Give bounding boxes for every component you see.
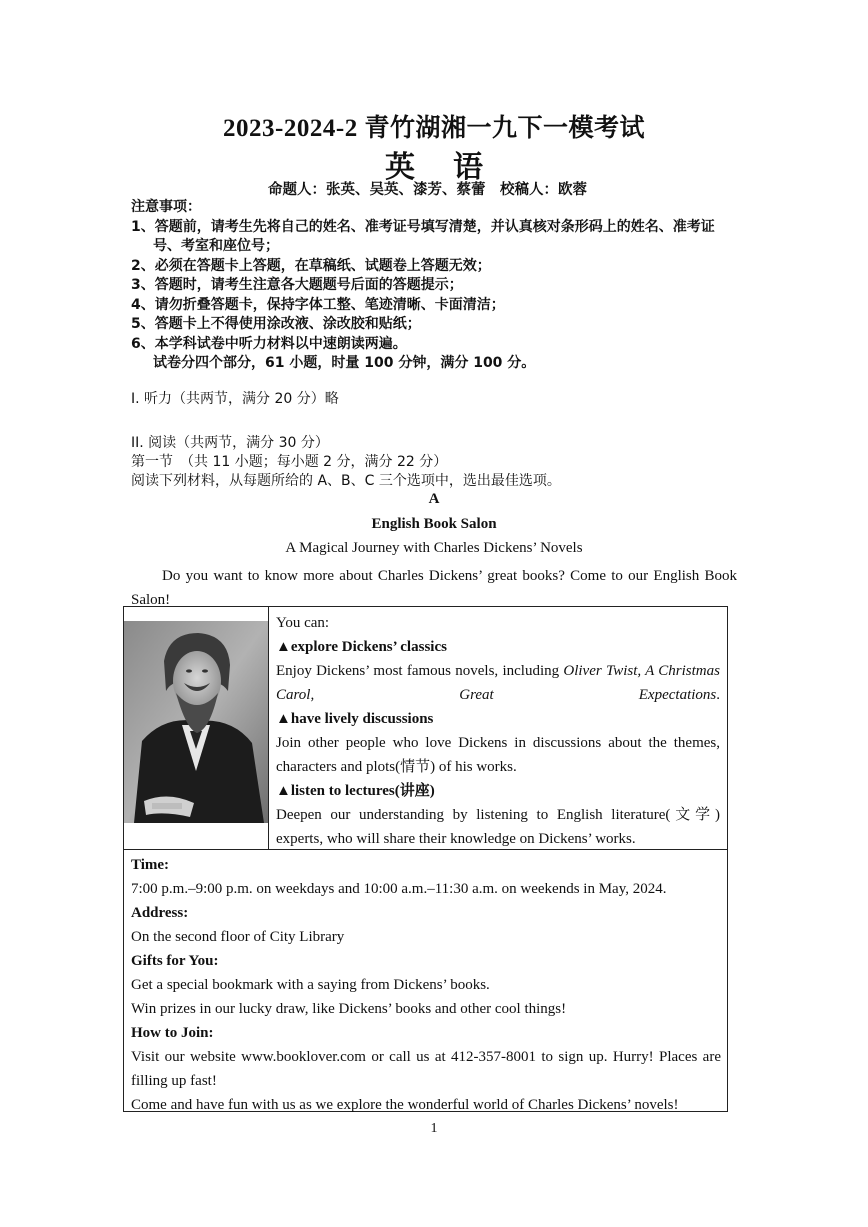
- salon-activities: [276, 611, 720, 851]
- activity-text: Deepen our understanding by listening to English literature(文学) experts, who will share their knowledge on Dickens’ works.: [276, 807, 720, 847]
- notes-item: 1、答题前，请考生先将自己的姓名、准考证号填写清楚，并认真核对条形码上的姓名、准考证号、考室和座位号；: [131, 218, 715, 254]
- activity-text: [276, 659, 720, 707]
- authors-line: 命题人：张英、吴英、漆芳、蔡蕾 校稿人：欧蓉: [268, 182, 587, 198]
- activity-text-prefix: Enjoy Dickens’ most famous novels, including: [276, 663, 564, 679]
- time-label: Time:: [131, 857, 170, 873]
- notes-item: 5、答题卡上不得使用涂改液、涂改胶和贴纸；: [131, 316, 421, 332]
- passage-letter: A: [428, 491, 440, 507]
- section-instruction: 阅读下列材料，从每题所给的 A、B、C 三个选项中，选出最佳选项。: [131, 473, 561, 489]
- time-text: 7:00 p.m.–9:00 p.m. on weekdays and 10:00 a.m.–11:30 a.m. on weekends in May, 2024.: [131, 881, 667, 897]
- salon-info-table: [123, 606, 728, 1112]
- notes-item: 6、本学科试卷中听力材料以中速朗读两遍。: [131, 335, 407, 352]
- gifts-line: Get a special bookmark with a saying from Dickens’ books.: [131, 977, 490, 993]
- gifts-line: Win prizes in our lucky draw, like Dickens’ books and other cool things!: [131, 1001, 567, 1017]
- join-label: How to Join:: [131, 1025, 214, 1041]
- salon-details: [131, 853, 721, 1117]
- gifts-label: Gifts for You:: [131, 953, 219, 969]
- activity-heading: ▲listen to lectures(讲座): [276, 783, 435, 799]
- page-number: 1: [430, 1121, 438, 1136]
- passage-intro: Do you want to know more about Charles Dickens’ great books? Come to our English Book Salon!: [131, 568, 737, 608]
- activity-text: Join other people who love Dickens in discussions about the themes, characters and plots(情节) of his works.: [276, 735, 720, 775]
- section-reading: II. 阅读（共两节，满分 30 分）: [131, 435, 329, 451]
- address-text: On the second floor of City Library: [131, 929, 345, 945]
- you-can-label: You can:: [276, 615, 330, 631]
- table-divider: [268, 607, 269, 849]
- notes-item: 4、请勿折叠答题卡，保持字体工整、笔迹清晰、卡面清洁；: [131, 296, 505, 313]
- activity-heading: ▲have lively discussions: [276, 711, 434, 727]
- activity-text-suffix: .: [716, 687, 720, 703]
- exam-title: 2023-2024-2 青竹湖湘一九下一模考试: [223, 115, 645, 142]
- notes-summary: 试卷分四个部分，61 小题，时量 100 分钟，满分 100 分。: [153, 355, 536, 371]
- passage-title: English Book Salon: [371, 516, 497, 532]
- activity-heading: ▲explore Dickens’ classics: [276, 639, 447, 655]
- join-text: Visit our website www.booklover.com or call us at 412-357-8001 to sign up. Hurry! Places are filling up fast!: [131, 1049, 721, 1089]
- subject-title: 英语: [385, 150, 521, 185]
- section-part1: 第一节 （共 11 小题；每小题 2 分，满分 22 分）: [131, 454, 448, 470]
- notes-item: 3、答题时，请考生注意各大题题号后面的答题提示；: [131, 277, 463, 293]
- notes-item: 2、必须在答题卡上答题，在草稿纸、试题卷上答题无效；: [131, 257, 491, 274]
- address-label: Address:: [131, 905, 189, 921]
- dickens-portrait: [124, 621, 268, 823]
- passage-subtitle: A Magical Journey with Charles Dickens’ Novels: [285, 540, 583, 556]
- novel-titles: Oliver Twist, A Christmas Carol, Great Expectations: [276, 663, 720, 703]
- section-listening: I. 听力（共两节，满分 20 分）略: [131, 391, 339, 407]
- notes-block: [131, 198, 741, 374]
- notes-heading: 注意事项：: [131, 199, 201, 215]
- closing-line: Come and have fun with us as we explore the wonderful world of Charles Dickens’ novels!: [131, 1097, 679, 1113]
